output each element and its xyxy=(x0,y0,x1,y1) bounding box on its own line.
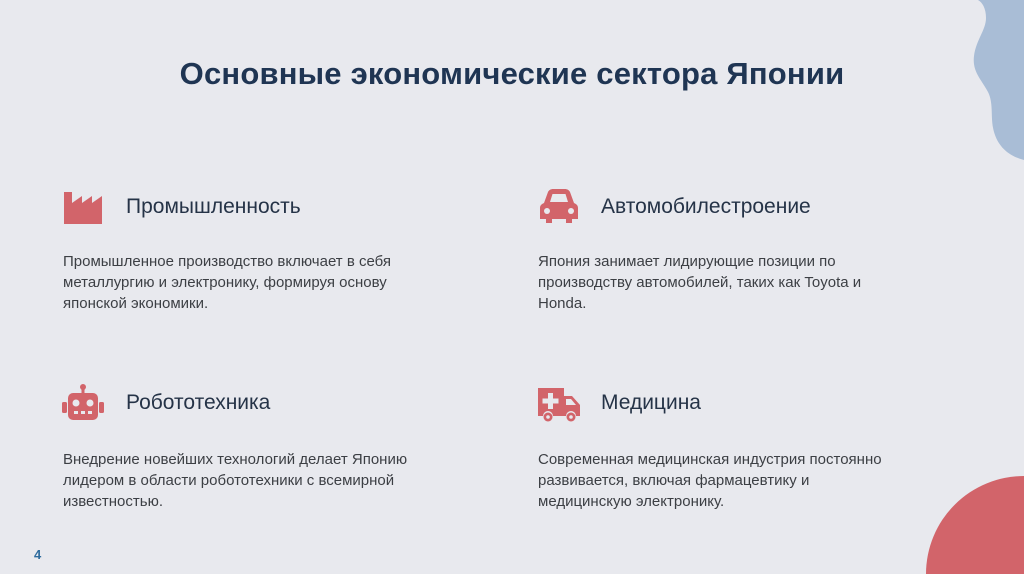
description-line: лидером в области робототехники с всемирной xyxy=(63,472,395,489)
decorative-circle xyxy=(924,474,1024,574)
sector-description-medicine xyxy=(538,449,882,512)
sector-heading-medicine: Медицина xyxy=(601,391,701,414)
description-line: медицинскую электронику. xyxy=(538,493,725,510)
description-line: металлургию и электронику, формируя основу xyxy=(63,274,387,291)
sector-heading-automotive: Автомобилестроение xyxy=(601,195,811,218)
sector-heading-industry: Промышленность xyxy=(126,195,301,218)
robot-icon xyxy=(61,383,105,423)
ambulance-icon xyxy=(536,383,582,423)
sector-description-robotics xyxy=(63,449,407,512)
slide-title: Основные экономические сектора Японии xyxy=(179,56,845,91)
description-line: известностью. xyxy=(63,493,163,510)
sector-description-automotive xyxy=(538,251,861,314)
sector-heading-robotics: Робототехника xyxy=(126,391,271,414)
description-line: Современная медицинская индустрия постоянно xyxy=(538,451,882,468)
page-number: 4 xyxy=(34,547,42,562)
description-line: Внедрение новейших технологий делает Японию xyxy=(63,451,408,468)
car-icon xyxy=(537,186,581,226)
description-line: Honda. xyxy=(538,295,587,312)
description-line: развивается, включая фармацевтику и xyxy=(538,472,810,489)
description-line: японской экономики. xyxy=(63,295,209,312)
description-line: производству автомобилей, таких как Toyota и xyxy=(538,274,862,291)
sector-description-industry xyxy=(63,251,391,314)
description-line: Япония занимает лидирующие позиции по xyxy=(538,253,836,270)
factory-icon xyxy=(62,186,106,226)
description-line: Промышленное производство включает в себя xyxy=(63,253,392,270)
